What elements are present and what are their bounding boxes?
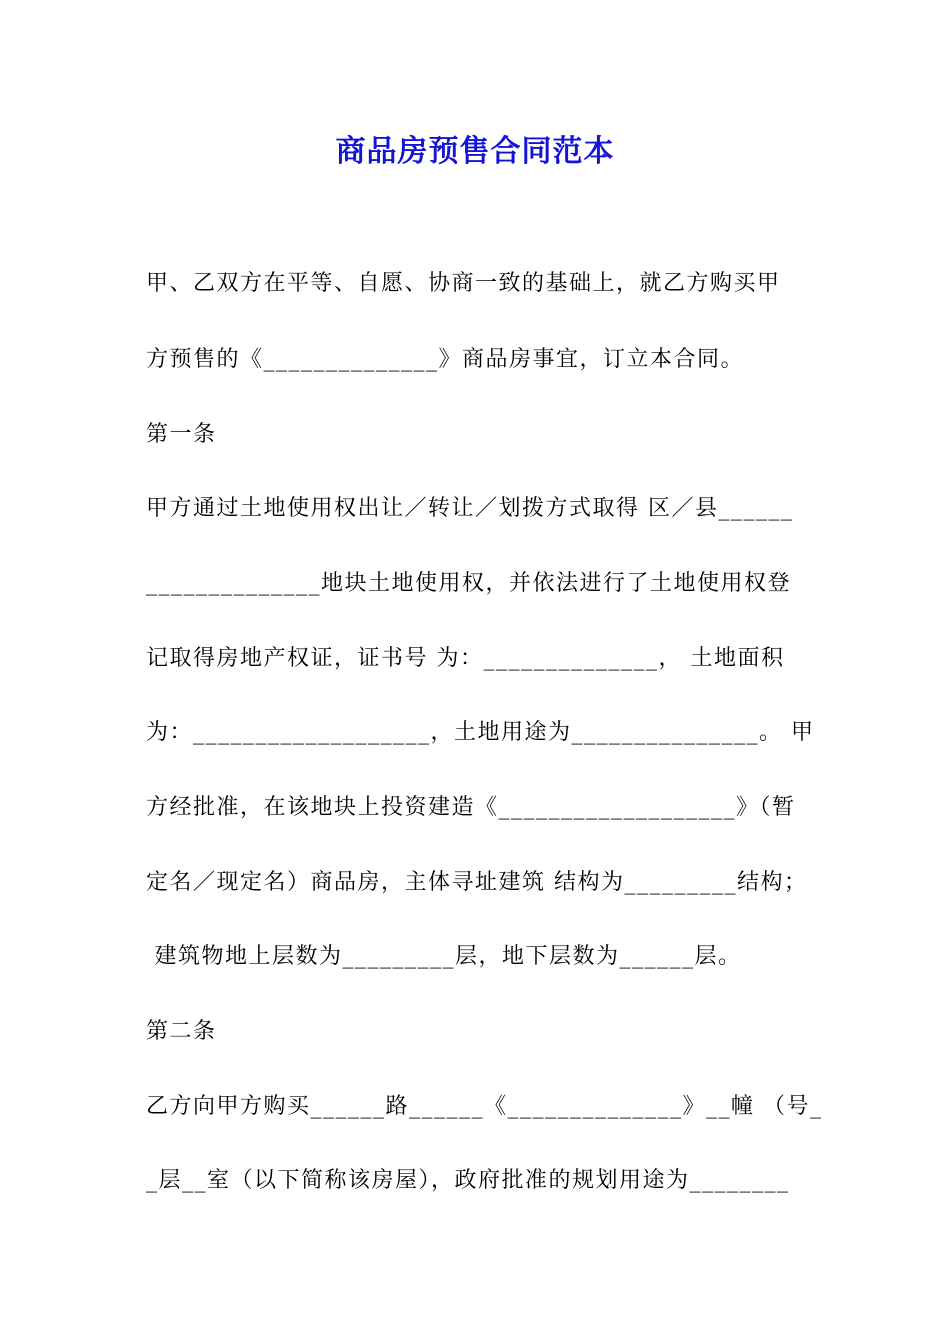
- paragraph-line: ______________地块土地使用权，并依法进行了土地使用权登: [146, 571, 792, 596]
- paragraph-line: 记取得房地产权证，证书号 为：______________， 土地面积: [146, 646, 785, 671]
- paragraph-line: 为：___________________，土地用途为_______________。 甲: [146, 720, 815, 745]
- document-title: 商品房预售合同范本: [335, 134, 615, 169]
- paragraph-line: 乙方向甲方购买______路______《______________》__幢 （号_: [146, 1094, 823, 1119]
- paragraph-line: _层__室（以下简称该房屋），政府批准的规划用途为________: [146, 1168, 790, 1193]
- paragraph-line: 方预售的《______________》商品房事宜，订立本合同。: [146, 347, 745, 372]
- paragraph-line: 甲方通过土地使用权出让／转让／划拨方式取得 区／县______: [146, 496, 794, 521]
- article-heading: 第二条: [146, 1019, 217, 1044]
- paragraph-line: 定名／现定名）商品房，主体寻址建筑 结构为_________结构；: [146, 870, 808, 895]
- article-heading: 第一条: [146, 422, 217, 447]
- paragraph-line: 建筑物地上层数为_________层，地下层数为______层。: [146, 944, 742, 969]
- paragraph-line: 甲、乙双方在平等、自愿、协商一致的基础上，就乙方购买甲: [146, 271, 781, 296]
- paragraph-line: 方经批准，在该地块上投资建造《___________________》（暂: [146, 795, 796, 820]
